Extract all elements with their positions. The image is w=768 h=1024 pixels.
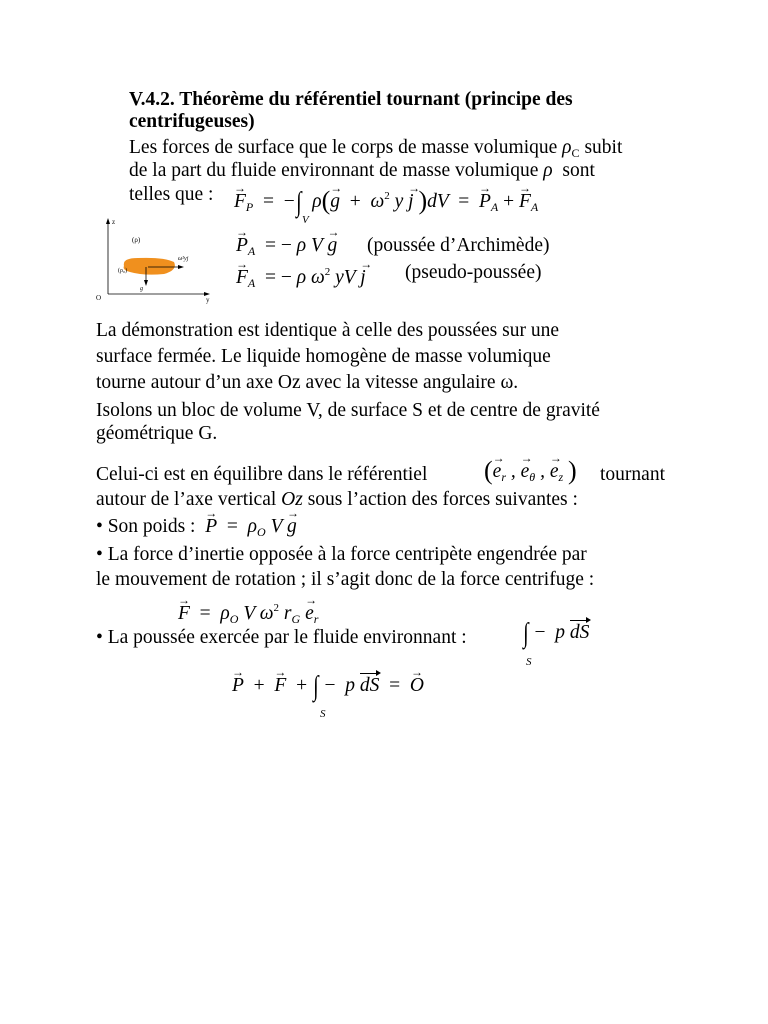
diagram-axis-z: z — [112, 218, 116, 226]
diagram-label-rho: (ρ) — [132, 236, 141, 244]
diagram-label-force: ω²yj — [178, 256, 189, 262]
integral-limit-v: V — [302, 214, 309, 226]
paragraph2-line1: Isolons un bloc de volume V, de surface S et de centre de gravité — [96, 400, 600, 421]
equation-fa: → $F_A$ = − ρ $\omega^2$ yV → j — [236, 260, 366, 296]
label-archimede: (poussée d’Archimède) — [367, 235, 550, 256]
equation-fp: → $F_P$ = −∫ $\rho(\to g + \omega^2$ y → j )dV = → $P_A$ + → $F_A$ — [234, 184, 538, 220]
rotating-body-diagram — [94, 214, 220, 306]
bullet-poids: • Son poids : → $P = \rho_O$ V → g — [96, 514, 297, 545]
paragraph1-line1: La démonstration est identique à celle des poussées sur une — [96, 320, 559, 341]
frame-basis-vectors: (→ $e_r$ , → $e_\theta$ , → $e_z$ ) — [484, 458, 577, 490]
diagram-label-rho0: (ρ₀) — [118, 268, 128, 274]
equation-centrifugal-force: → $F = \rho_O$ V $\omega^2$ $r_G \to e_r$ — [178, 596, 318, 632]
paragraph3-line2: autour de l’axe vertical Oz sous l’action des forces suivantes : — [96, 489, 578, 510]
paragraph3-line1: Celui-ci est en équilibre dans le référentiel — [96, 464, 428, 485]
section-title-line1: V.4.2. Théorème du référentiel tournant (principe des — [129, 89, 573, 110]
equation-poussee-integral: ∫ − p dS — [523, 618, 590, 649]
bullet-poussee: • La poussée exercée par le fluide environnant : — [96, 627, 467, 648]
paragraph3-line1-end: tournant — [600, 464, 665, 485]
diagram-axis-y: y — [206, 296, 210, 304]
fluid-body-blob — [124, 258, 175, 275]
diagram-origin: O — [96, 294, 102, 302]
intro-line1: Les forces de surface que le corps de masse volumique $\rho_C$ subit — [129, 137, 623, 160]
section-title-line2: centrifugeuses) — [129, 111, 255, 132]
paragraph1-line2: surface fermée. Le liquide homogène de masse volumique — [96, 346, 551, 367]
bullet-inertie-line1: • La force d’inertie opposée à la force centripète engendrée par — [96, 544, 587, 565]
diagram-label-g: g — [140, 286, 143, 292]
paragraph1-line3: tourne autour d’un axe Oz avec la vitesse angulaire ω. — [96, 372, 519, 393]
label-pseudo: (pseudo-poussée) — [405, 262, 542, 283]
equation-pa: → $P_A$ = − ρ V → g — [236, 233, 337, 264]
equation-equilibrium: → P + → F + ∫ − p dS = → O — [232, 673, 424, 699]
integral-limit-s1: S — [526, 656, 532, 668]
intro-line2: de la part du fluide environnant de masse volumique ρ sont — [129, 160, 595, 181]
bullet-inertie-line2: le mouvement de rotation ; il s’agit donc de la force centrifuge : — [96, 569, 595, 590]
integral-limit-s2: S — [320, 708, 326, 720]
paragraph2-line2: géométrique G. — [96, 423, 218, 444]
intro-line3: telles que : — [129, 184, 214, 205]
